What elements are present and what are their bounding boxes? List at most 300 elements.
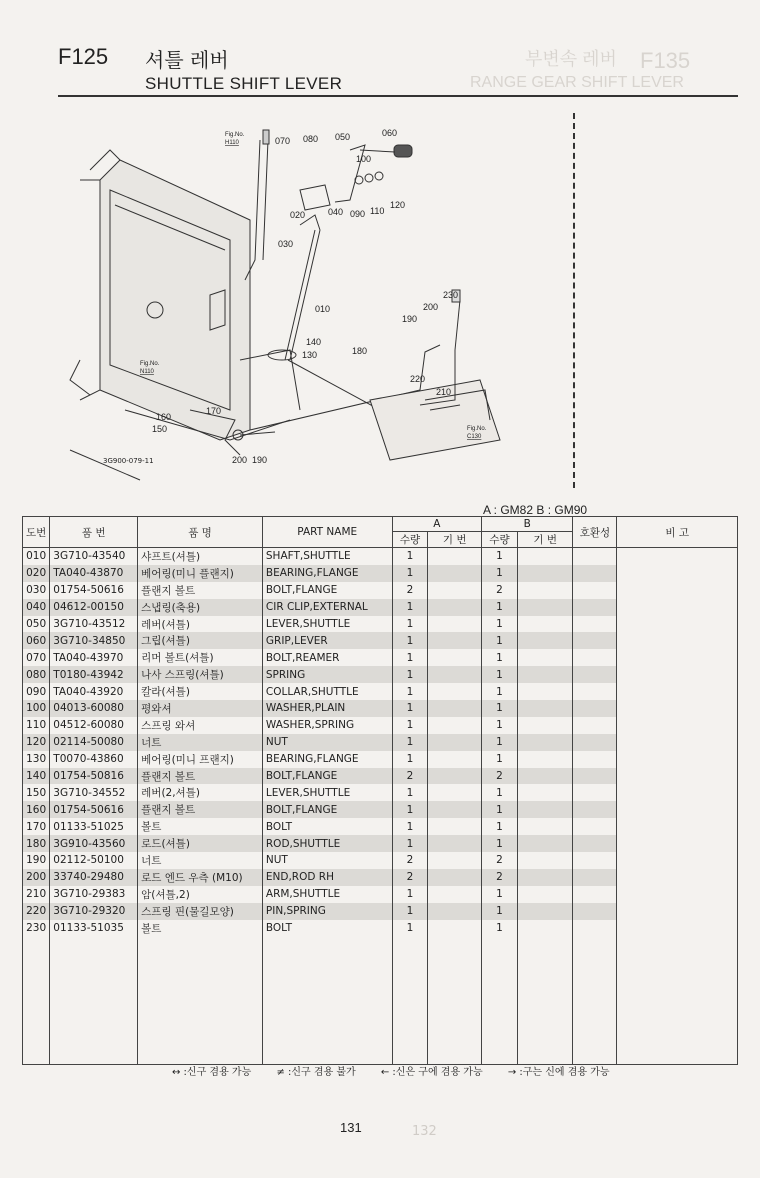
cell-part: TA040-43970 [50,649,138,666]
cell-empty [573,886,617,903]
table-row [23,632,738,649]
cell-empty [573,835,617,852]
cell-empty [517,717,573,734]
cell-no: 080 [23,666,50,683]
cell-no: 050 [23,616,50,633]
cell-empty [517,565,573,582]
cell-empty [392,936,428,1065]
cell-kr: 스프링 와셔 [138,717,263,734]
svg-text:180: 180 [352,346,368,356]
cell-empty [617,683,738,700]
table-row [23,666,738,683]
cell-empty [617,700,738,717]
cell-empty [573,751,617,768]
table-row [23,548,738,565]
cell-kr: 너트 [138,852,263,869]
cell-kr: 플랜지 볼트 [138,582,263,599]
svg-text:010: 010 [315,304,331,314]
cell-part: 3G710-34850 [50,632,138,649]
cell-qa: 1 [392,886,428,903]
page-divider [573,113,575,488]
table-row [23,768,738,785]
cell-part: 01754-50816 [50,768,138,785]
cell-empty [517,920,573,937]
cell-empty [573,632,617,649]
cell-empty [428,886,482,903]
cell-empty [573,717,617,734]
cell-qb: 1 [482,548,518,565]
cell-empty [617,903,738,920]
cell-empty [573,903,617,920]
cell-no: 230 [23,920,50,937]
table-row [23,582,738,599]
cell-kr: 리머 볼트(셔틀) [138,649,263,666]
figure-caption: 3G900-079-11 [103,457,154,465]
cell-empty [428,666,482,683]
cell-kr: 그립(셔틀) [138,632,263,649]
cell-qa: 1 [392,632,428,649]
legend-item: ↔ :신구 겸용 가능 [172,1067,252,1078]
ghost-page-number: 132 [412,1124,437,1139]
cell-part: 01754-50616 [50,582,138,599]
cell-empty [573,920,617,937]
cell-qb: 1 [482,649,518,666]
svg-text:120: 120 [390,200,406,210]
cell-part: 04013-60080 [50,700,138,717]
cell-empty [517,818,573,835]
cell-empty [50,936,138,1065]
cell-empty [573,565,617,582]
svg-text:170: 170 [206,406,222,416]
cell-empty [517,666,573,683]
cell-qa: 1 [392,734,428,751]
cell-qa: 1 [392,565,428,582]
table-row [23,920,738,937]
cell-empty [517,683,573,700]
cell-no: 030 [23,582,50,599]
table-row [23,903,738,920]
cell-qa: 1 [392,717,428,734]
svg-text:020: 020 [290,210,306,220]
cell-part: TA040-43920 [50,683,138,700]
cell-empty [517,548,573,565]
svg-text:220: 220 [410,374,426,384]
cell-no: 100 [23,700,50,717]
svg-text:130: 130 [302,350,318,360]
cell-part: 3G710-34552 [50,784,138,801]
cell-empty [428,700,482,717]
cell-empty [617,784,738,801]
cell-no: 070 [23,649,50,666]
ghost-page-code: F135 [640,48,691,73]
cell-part: 04612-00150 [50,599,138,616]
svg-text:C130: C130 [467,434,482,440]
cell-empty [617,869,738,886]
cell-en: BEARING,FLANGE [262,565,392,582]
cell-no: 150 [23,784,50,801]
table-row [23,616,738,633]
cell-kr: 스냅링(축용) [138,599,263,616]
cell-qb: 1 [482,886,518,903]
svg-text:190: 190 [402,314,418,324]
cell-empty [573,599,617,616]
cell-empty [428,818,482,835]
cell-part: 33740-29480 [50,869,138,886]
svg-text:040: 040 [328,207,344,217]
cell-empty [617,616,738,633]
table-filler-row [23,936,738,1065]
exploded-parts-diagram [60,110,570,490]
table-row [23,734,738,751]
cell-no: 060 [23,632,50,649]
cell-empty [617,582,738,599]
cell-empty [428,768,482,785]
cell-empty [517,616,573,633]
cell-empty [617,801,738,818]
cell-empty [617,936,738,1065]
cell-empty [428,936,482,1065]
cell-en: WASHER,SPRING [262,717,392,734]
cell-qa: 1 [392,599,428,616]
svg-text:200: 200 [423,302,439,312]
cell-en: END,ROD RH [262,869,392,886]
cell-empty [517,835,573,852]
cell-empty [617,920,738,937]
cell-empty [517,649,573,666]
cell-no: 120 [23,734,50,751]
cell-empty [617,818,738,835]
svg-text:Fig.No.: Fig.No. [467,426,487,432]
header-part-name: PART NAME [262,517,392,548]
cell-part: 3G910-43560 [50,835,138,852]
cell-en: GRIP,LEVER [262,632,392,649]
cell-no: 170 [23,818,50,835]
header-rule [58,95,738,97]
cell-part: 01754-50616 [50,801,138,818]
table-row [23,869,738,886]
cell-empty [617,632,738,649]
cell-qa: 2 [392,869,428,886]
cell-kr: 볼트 [138,818,263,835]
cell-empty [517,751,573,768]
cell-no: 010 [23,548,50,565]
cell-no: 220 [23,903,50,920]
cell-empty [517,700,573,717]
cell-en: BOLT,REAMER [262,649,392,666]
cell-empty [573,616,617,633]
svg-text:230: 230 [443,290,459,300]
cell-part: T0070-43860 [50,751,138,768]
cell-qa: 1 [392,700,428,717]
header-no: 도번 [23,517,50,548]
cell-part: 01133-51035 [50,920,138,937]
cell-empty [428,869,482,886]
cell-empty [428,582,482,599]
svg-text:200: 200 [232,455,248,465]
cell-empty [573,869,617,886]
cell-qb: 1 [482,751,518,768]
cell-en: SHAFT,SHUTTLE [262,548,392,565]
cell-part: 02114-50080 [50,734,138,751]
table-row [23,801,738,818]
svg-text:090: 090 [350,209,366,219]
cell-en: ROD,SHUTTLE [262,835,392,852]
svg-text:030: 030 [278,239,294,249]
cell-empty [262,936,392,1065]
svg-text:140: 140 [306,337,322,347]
table-row [23,835,738,852]
cell-qa: 1 [392,548,428,565]
cell-en: BEARING,FLANGE [262,751,392,768]
cell-empty [428,683,482,700]
cell-no: 210 [23,886,50,903]
model-legend: A : GM82 B : GM90 [483,503,588,517]
cell-empty [23,936,50,1065]
cell-empty [517,784,573,801]
table-row [23,717,738,734]
table-row [23,649,738,666]
cell-empty [517,734,573,751]
cell-empty [428,599,482,616]
cell-empty [617,548,738,565]
table-row [23,852,738,869]
svg-text:070: 070 [275,136,291,146]
cell-empty [573,548,617,565]
cell-no: 020 [23,565,50,582]
header-qty-b: 수량 [482,532,518,548]
cell-empty [517,599,573,616]
cell-qa: 2 [392,852,428,869]
cell-kr: 베어링(미니 플랜지) [138,565,263,582]
cell-empty [617,734,738,751]
cell-empty [428,565,482,582]
ghost-page-title-kr: 부변속 레버 [525,49,617,69]
cell-no: 090 [23,683,50,700]
svg-text:110: 110 [370,206,385,216]
cell-empty [573,936,617,1065]
cell-en: BOLT,FLANGE [262,768,392,785]
cell-empty [617,751,738,768]
cell-en: BOLT,FLANGE [262,801,392,818]
table-row [23,683,738,700]
cell-en: WASHER,PLAIN [262,700,392,717]
legend-item: → :구는 신에 겸용 가능 [507,1067,610,1078]
cell-empty [428,784,482,801]
cell-qb: 1 [482,666,518,683]
cell-no: 040 [23,599,50,616]
cell-qa: 1 [392,835,428,852]
svg-text:Fig.No.: Fig.No. [140,361,160,367]
cell-empty [617,666,738,683]
cell-empty [428,616,482,633]
svg-text:050: 050 [335,132,351,142]
cell-qa: 1 [392,666,428,683]
cell-kr: 레버(2,셔틀) [138,784,263,801]
cell-empty [428,852,482,869]
cell-en: COLLAR,SHUTTLE [262,683,392,700]
cell-part: 3G710-43540 [50,548,138,565]
cell-empty [428,903,482,920]
header-serial-a: 기 번 [428,532,482,548]
header-serial-b: 기 번 [517,532,573,548]
interchange-legend [172,1063,632,1078]
cell-part: 3G710-29383 [50,886,138,903]
cell-empty [517,869,573,886]
cell-empty [617,649,738,666]
cell-empty [517,632,573,649]
table-row [23,700,738,717]
cell-qb: 1 [482,835,518,852]
page-title-english: SHUTTLE SHIFT LEVER [145,74,343,93]
cell-no: 180 [23,835,50,852]
cell-empty [617,717,738,734]
svg-text:160: 160 [156,412,172,422]
cell-empty [573,734,617,751]
ghost-page-title-en: RANGE GEAR SHIFT LEVER [470,74,684,91]
cell-kr: 로드 엔드 우측 (M10) [138,869,263,886]
cell-kr: 너트 [138,734,263,751]
cell-qb: 1 [482,784,518,801]
cell-kr: 플랜지 볼트 [138,768,263,785]
svg-text:190: 190 [252,455,268,465]
cell-part: 01133-51025 [50,818,138,835]
svg-text:100: 100 [356,154,372,164]
cell-qb: 1 [482,565,518,582]
cell-empty [517,852,573,869]
cell-en: ARM,SHUTTLE [262,886,392,903]
cell-qa: 1 [392,683,428,700]
cell-en: LEVER,SHUTTLE [262,784,392,801]
cell-kr: 평와셔 [138,700,263,717]
cell-part: 02112-50100 [50,852,138,869]
page-section-code: F125 [58,44,109,69]
table-row [23,599,738,616]
parts-table [22,516,738,1065]
cell-kr: 로드(셔틀) [138,835,263,852]
cell-qb: 1 [482,801,518,818]
cell-qa: 1 [392,649,428,666]
cell-qb: 2 [482,869,518,886]
header-group-a: A [392,517,481,532]
cell-empty [573,818,617,835]
cell-kr: 베어링(미니 프랜지) [138,751,263,768]
cell-empty [573,700,617,717]
cell-kr: 나사 스프링(셔틀) [138,666,263,683]
cell-empty [573,801,617,818]
cell-en: PIN,SPRING [262,903,392,920]
svg-text:080: 080 [303,134,319,144]
cell-en: LEVER,SHUTTLE [262,616,392,633]
cell-empty [138,936,263,1065]
table-row [23,751,738,768]
table-row [23,784,738,801]
cell-qb: 2 [482,852,518,869]
cell-qa: 1 [392,751,428,768]
cell-en: BOLT [262,818,392,835]
svg-text:210: 210 [436,387,452,397]
cell-qa: 2 [392,582,428,599]
cell-empty [573,649,617,666]
cell-empty [617,852,738,869]
cell-qb: 1 [482,920,518,937]
cell-qb: 1 [482,599,518,616]
cell-empty [517,582,573,599]
cell-empty [517,886,573,903]
cell-empty [573,784,617,801]
svg-text:Fig.No.: Fig.No. [225,132,245,138]
cell-empty [428,835,482,852]
cell-empty [573,683,617,700]
table-row [23,818,738,835]
cell-empty [428,920,482,937]
cell-empty [428,801,482,818]
cell-empty [482,936,518,1065]
cell-empty [617,768,738,785]
header-group-b: B [482,517,573,532]
page-title-korean: 셔틀 레버 [145,48,229,72]
cell-no: 190 [23,852,50,869]
cell-qb: 1 [482,903,518,920]
legend-item: ← :신은 구에 겸용 가능 [380,1067,483,1078]
cell-empty [428,548,482,565]
cell-empty [573,852,617,869]
cell-empty [573,768,617,785]
table-row [23,565,738,582]
cell-qb: 2 [482,582,518,599]
cell-qa: 1 [392,920,428,937]
cell-qb: 1 [482,700,518,717]
cell-kr: 스프링 핀(물길모양) [138,903,263,920]
cell-empty [617,565,738,582]
cell-qa: 1 [392,616,428,633]
cell-empty [428,717,482,734]
cell-qb: 1 [482,818,518,835]
cell-empty [573,666,617,683]
cell-empty [573,582,617,599]
cell-en: NUT [262,734,392,751]
cell-empty [617,886,738,903]
cell-part: 3G710-43512 [50,616,138,633]
cell-empty [428,632,482,649]
cell-part: TA040-43870 [50,565,138,582]
header-qty-a: 수량 [392,532,428,548]
cell-en: BOLT [262,920,392,937]
cell-kr: 볼트 [138,920,263,937]
svg-text:N110: N110 [140,369,154,375]
cell-empty [517,801,573,818]
cell-kr: 샤프트(셔틀) [138,548,263,565]
cell-qb: 1 [482,616,518,633]
legend-item: ≠ :신구 겸용 불가 [276,1067,356,1078]
cell-qa: 1 [392,784,428,801]
cell-empty [617,599,738,616]
cell-en: BOLT,FLANGE [262,582,392,599]
cell-no: 130 [23,751,50,768]
cell-qb: 1 [482,683,518,700]
cell-part: 04512-60080 [50,717,138,734]
cell-qa: 1 [392,818,428,835]
cell-empty [517,903,573,920]
cell-empty [428,649,482,666]
cell-kr: 칼라(셔틀) [138,683,263,700]
cell-kr: 암(셔틀,2) [138,886,263,903]
cell-no: 160 [23,801,50,818]
cell-qa: 2 [392,768,428,785]
cell-empty [517,936,573,1065]
cell-no: 110 [23,717,50,734]
cell-part: 3G710-29320 [50,903,138,920]
cell-empty [428,751,482,768]
